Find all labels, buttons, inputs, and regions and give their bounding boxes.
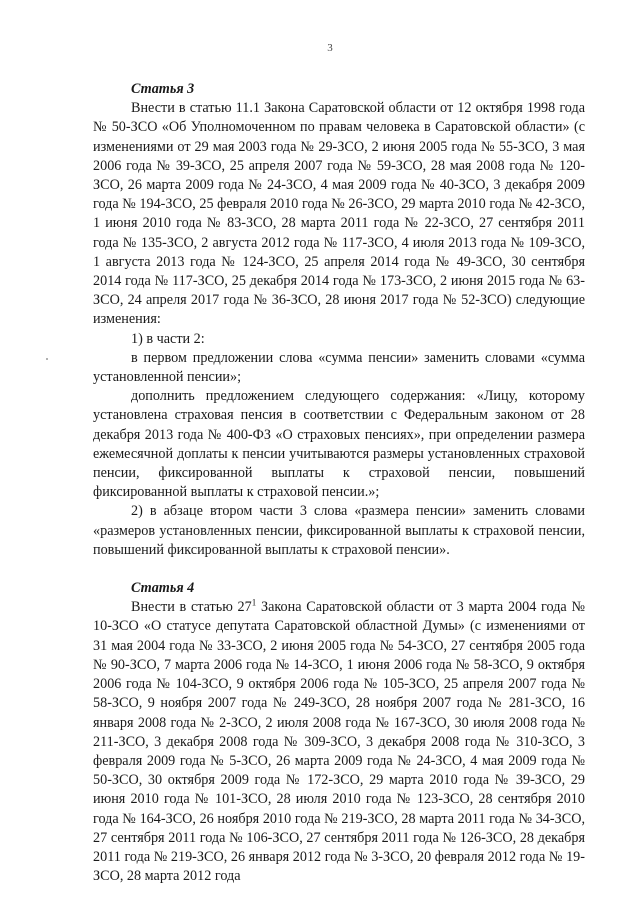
- margin-mark: [46, 358, 48, 360]
- article-4-superscript: 1: [251, 597, 257, 608]
- article-4-intro-prefix: Внести в статью 27: [131, 599, 252, 616]
- document-body: [93, 80, 585, 886]
- article-4-intro: [93, 598, 585, 886]
- section-spacer: [93, 560, 585, 579]
- article-3-heading: Статья 3: [131, 81, 195, 97]
- article-3-item-1-sentence-1: в первом предложении слова «сумма пенсии» заменить словами «сумма установленной пенсии»;: [93, 349, 585, 386]
- article-4-heading: Статья 4: [131, 580, 195, 597]
- article-3-item-2: 2) в абзаце втором части 3 слова «размера пенсии» заменить словами «размеров установленных пенсии, фиксированной выплаты к страховой пенсии, повышений фиксированной выплаты к страховой пенсии».: [93, 503, 585, 558]
- article-3-item-1: 1) в части 2:: [131, 330, 205, 347]
- page-number: 3: [327, 42, 333, 54]
- article-3-intro: Внести в статью 11.1 Закона Саратовской области от 12 октября 1998 года № 50-ЗСО «Об Уполномоченном по правам человека в Саратовской области» (с изменениями от 29 мая 2003 года № 29-ЗСО, 2 июня 2005 года № 55-ЗСО, 3 мая 2006 года № 39-ЗСО, 25 апреля 2007 года № 59-ЗСО, 28 мая 2008 года № 120-ЗСО, 26 марта 2009 года № 24-ЗСО, 4 мая 2009 года № 40-ЗСО, 3 декабря 2009 года № 194-ЗСО, 25 февраля 2010 года № 26-ЗСО, 29 марта 2010 года № 42-ЗСО, 1 июня 2010 года № 83-ЗСО, 28 марта 2011 года № 22-ЗСО, 27 сентября 2011 года № 135-ЗСО, 2 августа 2012 года № 117-ЗСО, 4 июля 2013 года № 109-ЗСО, 1 августа 2013 года № 124-ЗСО, 25 апреля 2014 года № 49-ЗСО, 30 сентября 2014 года № 117-ЗСО, 25 декабря 2014 года № 173-ЗСО, 2 июня 2015 года № 63-ЗСО, 24 апреля 2017 года № 36-ЗСО, 28 июня 2017 года № 52-ЗСО) следующие изменения:: [93, 100, 585, 328]
- article-3-item-1-sentence-2: дополнить предложением следующего содержания: «Лицу, которому установлена страховая пенсия в соответствии с Федеральным законом от 28 декабря 2013 года № 400-ФЗ «О страховых пенсиях», при определении размера ежемесячной доплаты к пенсии учитываются размеры установленных страховой пенсии, фиксированной выплаты к страховой пенсии, повышений фиксированной выплаты к страховой пенсии.»;: [93, 388, 585, 501]
- article-4-intro-text: Закона Саратовской области от 3 марта 2004 года № 10-ЗСО «О статусе депутата Саратовской областной Думы» (с изменениями от 31 мая 2004 года № 33-ЗСО, 2 июня 2005 года № 54-ЗСО, 27 сентября 2005 года № 90-ЗСО, 7 марта 2006 года № 14-ЗСО, 1 июня 2006 года № 58-ЗСО, 9 октября 2006 года № 104-ЗСО, 9 октября 2006 года № 105-ЗСО, 25 апреля 2007 года № 58-ЗСО, 9 ноября 2007 года № 249-ЗСО, 28 ноября 2007 года № 281-ЗСО, 16 января 2008 года № 2-ЗСО, 2 июля 2008 года № 167-ЗСО, 30 июля 2008 года № 211-ЗСО, 3 декабря 2008 года № 309-ЗСО, 3 декабря 2008 года № 310-ЗСО, 3 февраля 2009 года № 5-ЗСО, 26 марта 2009 года № 24-ЗСО, 4 мая 2009 года № 50-ЗСО, 30 октября 2009 года № 172-ЗСО, 29 марта 2010 года № 39-ЗСО, 29 июня 2010 года № 101-ЗСО, 28 июля 2010 года № 123-ЗСО, 28 сентября 2010 года № 164-ЗСО, 26 ноября 2010 года № 219-ЗСО, 28 марта 2011 года № 34-ЗСО, 27 сентября 2011 года № 106-ЗСО, 27 сентября 2011 года № 126-ЗСО, 28 декабря 2011 года № 219-ЗСО, 26 января 2012 года № 3-ЗСО, 20 февраля 2012 года № 19-ЗСО, 28 марта 2012 года: [93, 599, 585, 885]
